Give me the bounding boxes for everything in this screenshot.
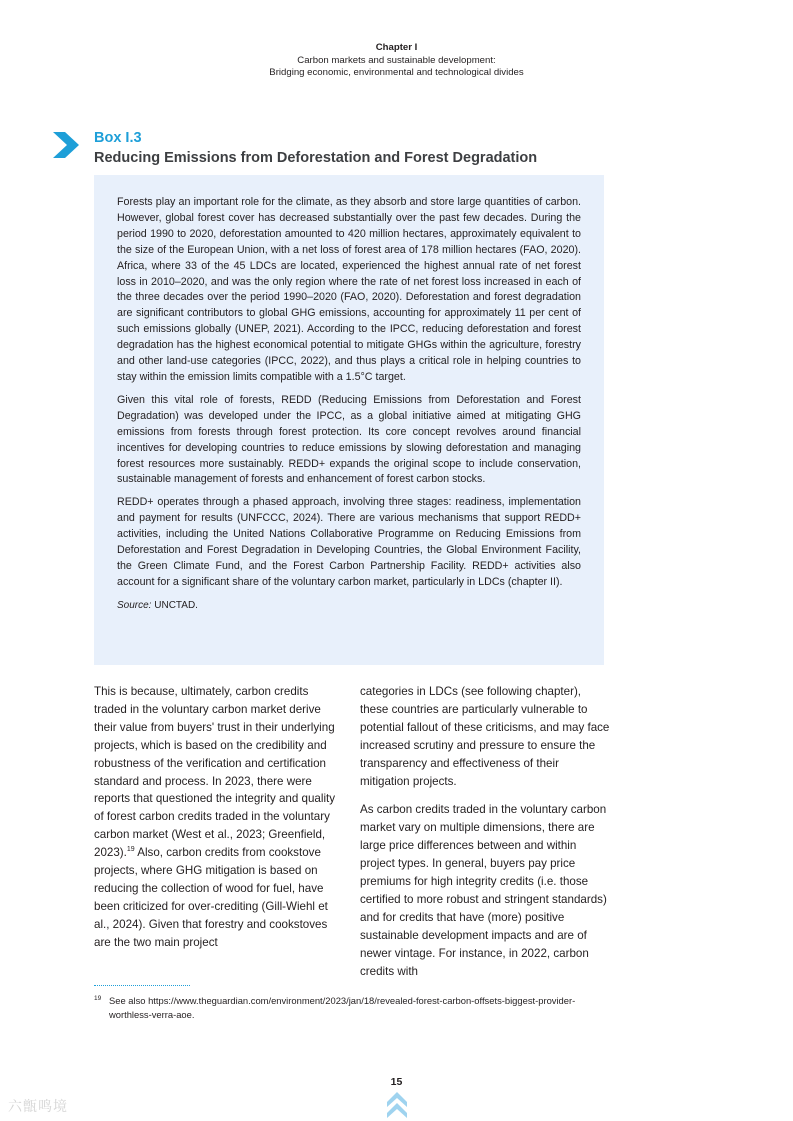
footnote-text[interactable]: See also https://www.theguardian.com/environment/2023/jan/18/revealed-forest-carbon-offsets-biggest-provider-worthless-verra-aoe.	[109, 995, 576, 1021]
box-source-value: UNCTAD.	[154, 599, 198, 611]
chevron-right-icon	[51, 130, 81, 160]
body-text: Also, carbon credits from cookstove projects, where GHG mitigation is based on reducing the collection of wood for fuel, have been criticized for over-crediting (Gill-Wiehl et al., 2024). Given that forestry and cookstoves are the two main project	[94, 846, 328, 949]
footnote	[94, 994, 609, 1023]
box-paragraph: Forests play an important role for the climate, as they absorb and store large quantities of carbon. However, global forest cover has decreased substantially over the past few decades. During the period 1990 to 2020, deforestation amounted to 420 million hectares, approximately equivalent to the size of the European Union, with a net loss of forest area of 178 million hectares (FAO, 2020). Africa, where 33 of the 45 LDCs are located, experienced the highest annual rate of net forest loss in 2010–2020, and was the only region where the rate of net forest loss increased in each of the three decades over the period 1990–2020 (FAO, 2020). Deforestation and forest degradation are significant contributors to global GHG emissions, accounting for approximately 11 per cent of such emissions globally (UNEP, 2021). According to the IPCC, reducing deforestation and forest degradation has the highest economical potential to mitigate GHGs within the agriculture, forestry and other land-use categories (IPCC, 2022), and thus plays a critical role in helping countries to stay within the emission limits compatible with a 1.5°C target.	[117, 196, 581, 383]
body-column-left	[94, 683, 342, 963]
box-title: Reducing Emissions from Deforestation and Forest Degradation	[94, 150, 538, 166]
running-head-line1: Carbon markets and sustainable development:	[297, 54, 496, 66]
body-column-right	[360, 683, 610, 992]
body-paragraph: categories in LDCs (see following chapter), these countries are particularly vulnerable to potential fallout of these criticisms, and may face increased scrutiny and pressure to ensure the transparency and effectiveness of their mitigation projects.	[360, 685, 610, 788]
box-source	[117, 598, 581, 614]
page-number: 15	[390, 1076, 403, 1088]
double-chevron-up-icon[interactable]	[385, 1090, 409, 1121]
box-content	[117, 195, 581, 614]
box-paragraph: REDD+ operates through a phased approach, involving three stages: readiness, implementation and payment for results (UNFCCC, 2024). There are various mechanisms that support REDD+ activities, including the United Nations Collaborative Programme on Reducing Emissions from Deforestation and Forest Degradation in Developing Countries, the Global Environment Facility, the Green Climate Fund, and the Forest Carbon Partnership Facility. REDD+ activities also account for a significant share of the voluntary carbon market, particularly in LDCs (chapter II).	[117, 496, 581, 588]
footnote-ref[interactable]: 19	[126, 846, 135, 854]
footnote-number: 19	[94, 995, 102, 1002]
watermark: 六甑鸣境	[8, 1098, 68, 1114]
footnote-divider	[94, 985, 190, 986]
box-source-label: Source:	[117, 599, 152, 611]
body-text: This is because, ultimately, carbon credits traded in the voluntary carbon market derive their value from buyers' trust in their underlying projects, which is based on the credibility and robustness of the verification and certification standard and process. In 2023, there were reports that questioned the integrity and quality of forest carbon credits traded in the voluntary carbon market (West et al., 2023; Greenfield, 2023).	[94, 685, 336, 860]
running-head-line2: Bridging economic, environmental and technological divides	[269, 67, 524, 78]
box-paragraph: Given this vital role of forests, REDD (Reducing Emissions from Deforestation and Forest Degradation) was developed under the IPCC, as a global initiative aimed at mitigating GHG emissions from forests through forest protection. Its core concept revolves around financial incentives for developing countries to reduce emissions by slowing deforestation and managing forest resources more sustainably. REDD+ expands the original scope to include conservation, sustainable management of forests and enhancement of forest carbon stocks.	[117, 393, 581, 486]
body-paragraph: As carbon credits traded in the voluntary carbon market vary on multiple dimensions, there are large price differences between and within project types. In general, buyers pay price premiums for high integrity credits (i.e. those certified to more robust and stringent standards) and for credits that have (more) positive sustainable development impacts and are of newer vintage. For instance, in 2022, carbon credits with	[360, 803, 607, 978]
running-head	[0, 42, 793, 80]
running-head-chapter: Chapter I	[375, 42, 418, 53]
box-label: Box I.3	[94, 130, 142, 146]
body-paragraph	[94, 683, 342, 952]
